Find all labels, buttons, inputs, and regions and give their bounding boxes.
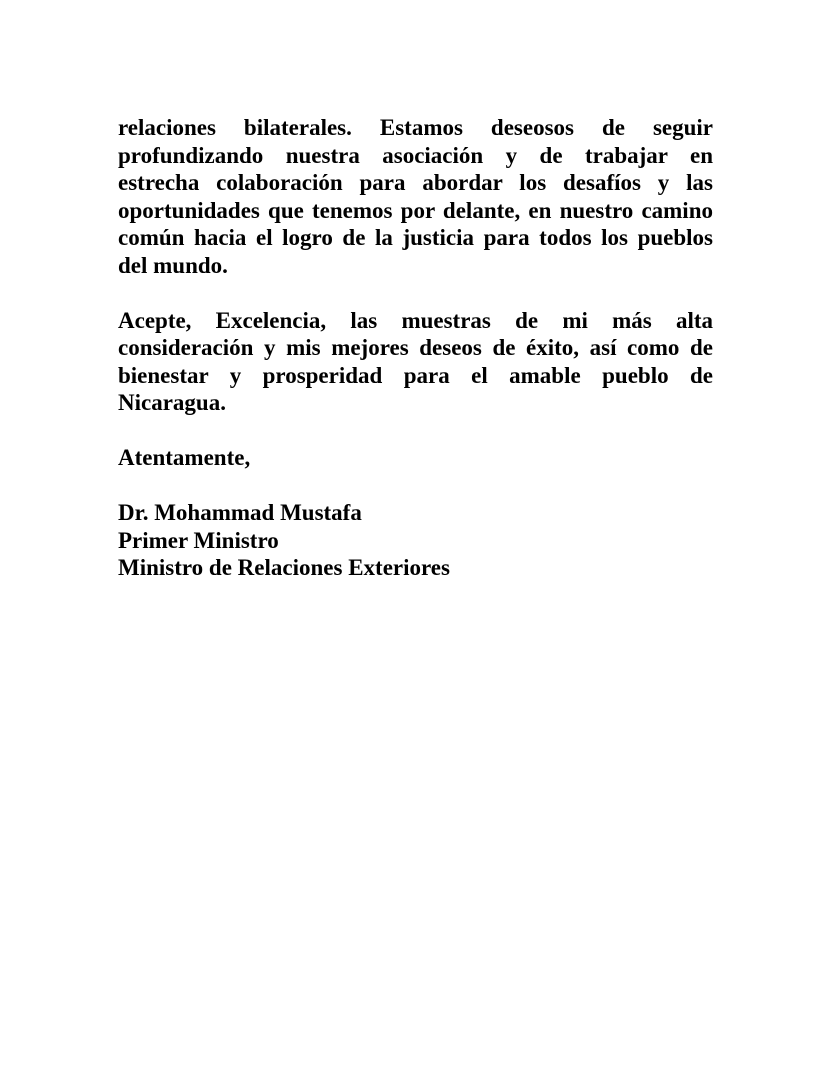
text-line: estrecha colaboración para abordar los desafíos y las xyxy=(118,170,713,195)
text-line: consideración y mis mejores deseos de éxito, así como de xyxy=(118,335,713,360)
text-line: del mundo. xyxy=(118,252,228,278)
text-line: Acepte, Excelencia, las muestras de mi más alta xyxy=(118,307,713,333)
text-line: bienestar y prosperidad para el amable pueblo de xyxy=(118,362,713,388)
text-line: oportunidades que tenemos por delante, en nuestro camino xyxy=(118,197,713,223)
letter-text-block xyxy=(118,114,713,609)
text-line: profundizando nuestra asociación y de trabajar en xyxy=(118,142,713,168)
signature-title-1: Primer Ministro xyxy=(118,527,279,553)
text-line: común hacia el logro de la justicia para todos los pueblos xyxy=(118,225,713,250)
signature-name: Dr. Mohammad Mustafa xyxy=(118,500,362,525)
closing-line: Atentamente, xyxy=(118,445,251,470)
body-paragraph-2 xyxy=(118,307,713,417)
signature-title-2: Ministro de Relaciones Exteriores xyxy=(118,555,450,580)
body-paragraph-1 xyxy=(118,114,713,279)
text-line: relaciones bilaterales. Estamos deseosos de seguir xyxy=(118,115,713,140)
text-line: Nicaragua. xyxy=(118,390,226,415)
closing-paragraph xyxy=(118,444,713,472)
signature-block xyxy=(118,499,713,582)
